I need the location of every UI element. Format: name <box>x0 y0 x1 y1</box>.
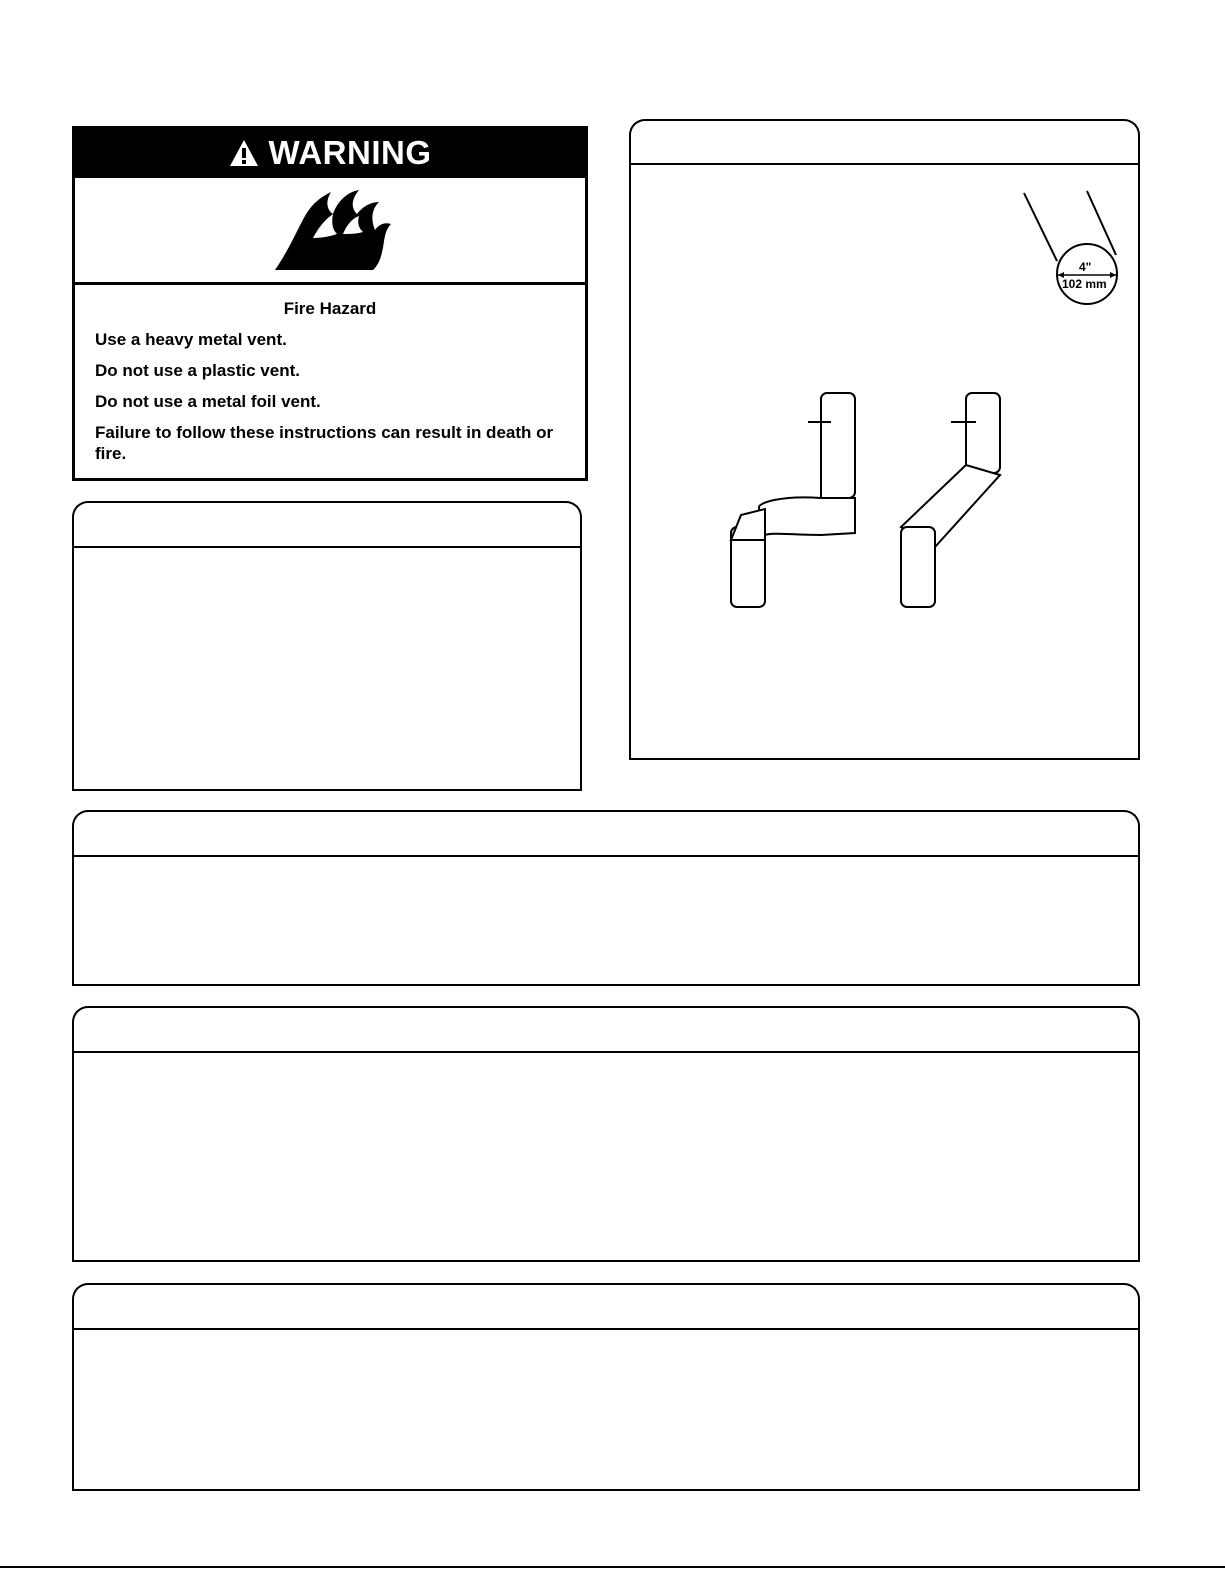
fire-graphic <box>75 176 585 285</box>
warning-line: Do not use a plastic vent. <box>95 361 300 380</box>
vent-diagram <box>631 165 1138 758</box>
section-tab-wide-2 <box>72 1006 1140 1053</box>
dimension-mm: 102 mm <box>1062 277 1107 291</box>
vent-elbow-left <box>731 393 855 607</box>
warning-header <box>75 129 585 176</box>
hazard-title: Fire Hazard <box>283 299 377 318</box>
dimension-inches: 4" <box>1079 260 1092 274</box>
warning-line: Failure to follow these instructions can result in death or fire. <box>95 423 554 463</box>
vent-panel-tab <box>629 119 1140 165</box>
section-tab-wide-1 <box>72 810 1140 857</box>
section-body-wide-1 <box>72 855 1140 986</box>
warning-triangle-icon <box>229 139 259 167</box>
section-body-wide-3 <box>72 1328 1140 1491</box>
fire-icon <box>75 178 587 282</box>
warning-text <box>75 288 585 474</box>
warning-line: Use a heavy metal vent. <box>95 330 287 349</box>
vent-angled-right <box>901 393 1000 607</box>
footer-rule <box>0 1566 1225 1568</box>
section-body-wide-2 <box>72 1051 1140 1262</box>
section-tab-left <box>72 501 582 548</box>
warning-header-text: WARNING <box>268 133 432 171</box>
warning-box <box>72 126 588 481</box>
vent-panel-body <box>629 163 1140 760</box>
warning-line: Do not use a metal foil vent. <box>95 392 321 411</box>
section-body-left <box>72 546 582 791</box>
section-tab-wide-3 <box>72 1283 1140 1330</box>
